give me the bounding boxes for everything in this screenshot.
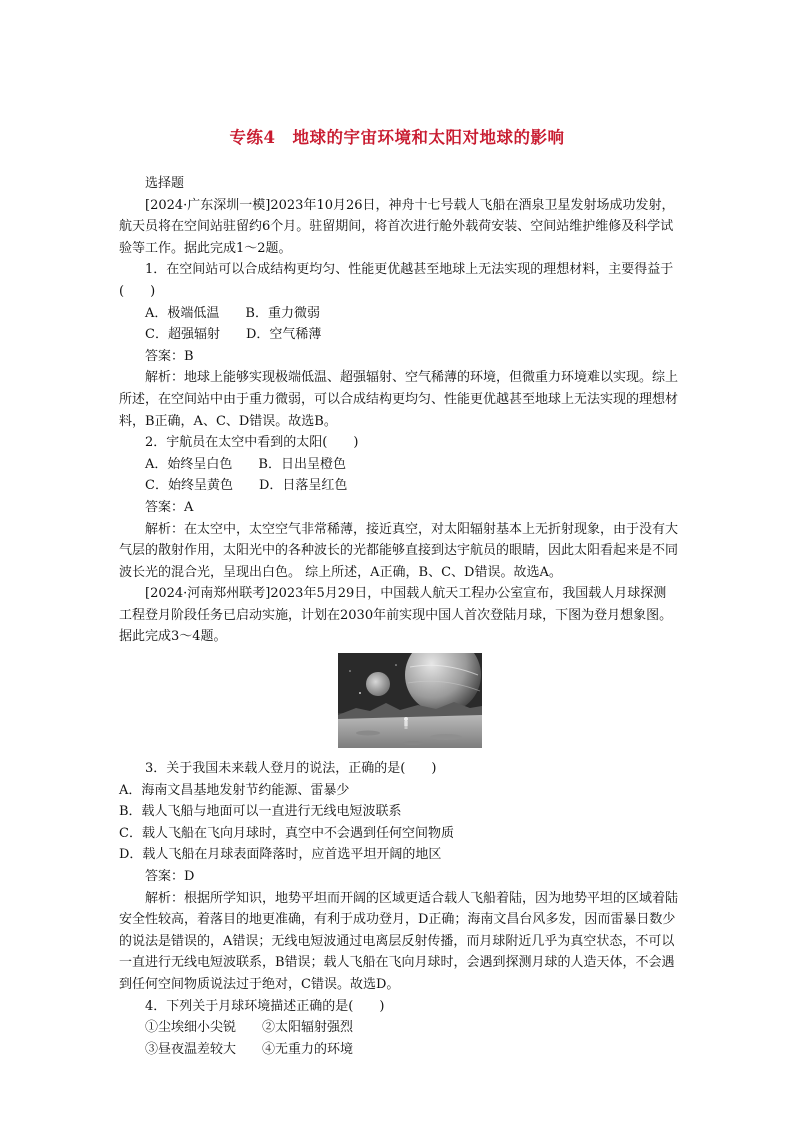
q2-analysis: 解析：在太空中，太空空气非常稀薄，接近真空，对太阳辐射基本上无折射现象，由于没有大气层的散射作用，太阳光中的各种波长的光都能够直接到达宇航员的眼睛，因此太阳看起来是不同波长光的混合光，呈现出白色。 综上所述，A正确，B、C、D错误。故选A。 xyxy=(119,521,679,580)
q3-option-a: A．海南文昌基地发射节约能源、雷暴少 xyxy=(119,782,350,798)
q3-analysis: 解析：根据所学知识，地势平坦而开阔的区域更适合载人飞船着陆，因为地势平坦的区域着陆安全性较高，着落目的地更准确，有利于成功登月，D正确；海南文昌台风多发，因而雷暴日数少的说法是错误的，A错误；无线电短波通过电离层反射传播，而月球附近几乎为真空状态，不可以一直进行无线电短波联系，B错误；载人飞船在飞向月球时，会遇到探测月球的人造天体，不会遇到任何空间物质说法过于绝对，C错误。故选D。 xyxy=(119,890,679,992)
q4-stem: 4．下列关于月球环境描述正确的是( ) xyxy=(145,998,385,1014)
q3-option-d: D．载人飞船在月球表面降落时，应首选平坦开阔的地区 xyxy=(119,847,442,863)
passage-1: [2024·广东深圳一模]2023年10月26日，神舟十七号载人飞船在酒泉卫星发射场成功发射，航天员将在空间站驻留约6个月。驻留期间，将首次进行舱外载荷安装、空间站维护维修及科学试验等工作。据此完成1～2题。 xyxy=(119,197,675,256)
q2-options-row-1: A．始终呈白色 B．日出呈橙色 xyxy=(145,456,346,472)
document-title: 专练4 地球的宇宙环境和太阳对地球的影响 xyxy=(229,128,565,147)
q1-options-row-1: A．极端低温 B．重力微弱 xyxy=(145,305,320,321)
q3-answer: 答案：D xyxy=(145,869,195,885)
q3-stem: 3．关于我国未来载人登月的说法，正确的是( ) xyxy=(145,761,437,777)
q1-answer: 答案：B xyxy=(145,348,194,364)
q2-stem: 2．宇航员在太空中看到的太阳( ) xyxy=(145,435,359,451)
q1-analysis: 解析：地球上能够实现极端低温、超强辐射、空气稀薄的环境，但微重力环境难以实现。综上所述，在空间站中由于重力微弱，可以合成结构更均匀、性能更优越甚至地球上无法实现的理想材料，B正确，A、C、D错误。故选B。 xyxy=(119,370,679,429)
q3-option-b: B．载人飞船与地面可以一直进行无线电短波联系 xyxy=(119,804,402,820)
q4-options-row-2: ③昼夜温差较大 ④无重力的环境 xyxy=(145,1041,354,1057)
q1-options-row-2: C．超强辐射 D．空气稀薄 xyxy=(145,327,322,343)
q4-options-row-1: ①尘埃细小尖锐 ②太阳辐射强烈 xyxy=(145,1020,354,1036)
section-label: 选择题 xyxy=(145,176,185,191)
q1-stem: 1．在空间站可以合成结构更均匀、性能更优越甚至地球上无法实现的理想材料，主要得益于( ) xyxy=(119,262,674,299)
document-body xyxy=(119,173,679,1060)
q2-options-row-2: C．始终呈黄色 D．日落呈红色 xyxy=(145,478,348,494)
q3-option-c: C．载人飞船在飞向月球时，真空中不会遇到任何空间物质 xyxy=(119,825,454,841)
passage-2: [2024·河南郑州联考]2023年5月29日，中国载人航天工程办公室宣布，我国载人月球探测工程登月阶段任务已启动实施，计划在2030年前实现中国人首次登陆月球，下图为登月想象图。据此完成3～4题。 xyxy=(119,586,673,645)
moon-landing-illustration xyxy=(338,653,482,748)
q2-answer: 答案：A xyxy=(145,499,194,515)
